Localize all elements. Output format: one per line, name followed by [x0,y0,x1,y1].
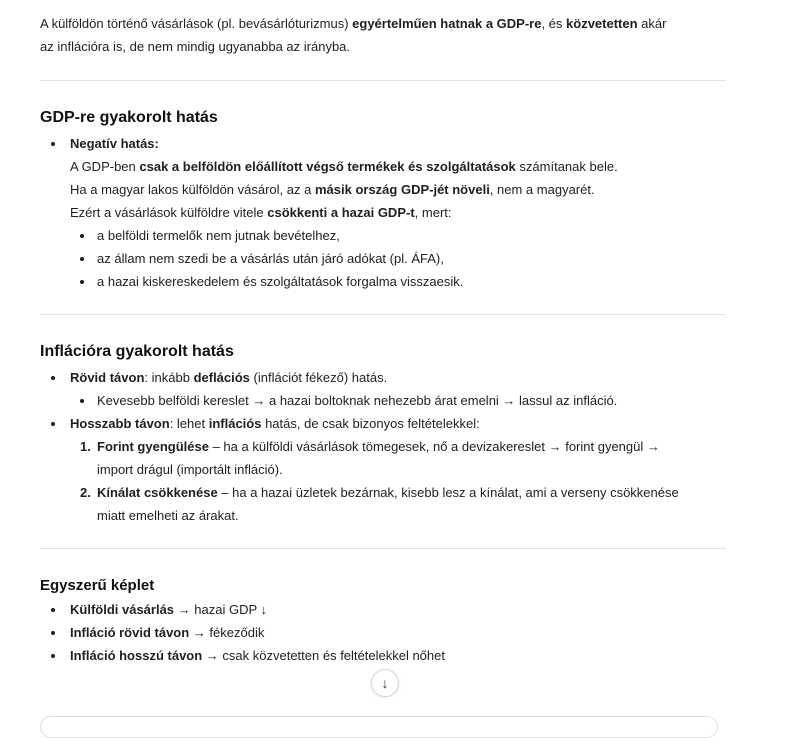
list-item: Külföldi vásárlás → hazai GDP ↓ [40,598,726,621]
list-item: a hazai kiskereskedelem és szolgáltatások forgalma visszaesik. [70,270,726,293]
intro-paragraph: A külföldön történő vásárlások (pl. bevásárlóturizmus) egyértelműen hatnak a GDP-re, és közvetetten akár az inflációra is, de nem mindig ugyanabba az irányba. [40,16,667,54]
gdp-heading: GDP-re gyakorolt hatás [40,109,218,126]
list-item: Infláció hosszú távon → csak közvetetten és feltételekkel nőhet [40,644,726,667]
divider [40,314,726,315]
inflation-heading: Inflációra gyakorolt hatás [40,343,234,360]
list-item: Negatív hatás: A GDP-ben csak a belföldön előállított végső termékek és szolgáltatások számítanak bele. Ha a magyar lakos külföldön vásárol, az a másik ország GDP-jét növeli, nem a magyarét. Ezért a vásárlások külföldre vitele csökkenti a hazai GDP-t, mert: a belföldi termelők nem jutnak bevételhez, az állam nem szedi be a vásárlás után járó adókat (pl. ÁFA), a hazai kiskereskedelem és szolgáltatások forgalma visszaesik. [40,132,726,293]
list-item: a belföldi termelők nem jutnak bevételhez, [70,224,726,247]
inflation-list [40,366,726,527]
long-term-ordered-list [70,435,726,527]
divider [40,80,726,81]
arrow-down-icon: ↓ [381,675,389,691]
list-item: Rövid távon: inkább deflációs (inflációt fékező) hatás. Kevesebb belföldi kereslet → a hazai boltoknak nehezebb árat emelni → lassul az infláció. [40,366,726,412]
formula-heading: Egyszerű képlet [40,577,155,594]
list-item: az állam nem szedi be a vásárlás után járó adókat (pl. ÁFA), [70,247,726,270]
list-item: 1. Forint gyengülése – ha a külföldi vásárlások tömegesek, nő a devizakereslet → forint gyengül → import drágul (importált infláció). [80,439,660,477]
list-item: Kevesebb belföldi kereslet → a hazai boltoknak nehezebb árat emelni → lassul az infláció. [70,389,726,412]
formula-list [40,598,726,667]
message-composer[interactable] [40,716,718,738]
list-item: Hosszabb távon: lehet inflációs hatás, de csak bizonyos feltételekkel: 1. Forint gyengülése – ha a külföldi vásárlások tömegesek, nő a devizakereslet → forint gyengül → import drágul (importált infláció). 2. Kínálat csökkenése – ha a hazai üzletek bezárnak, kisebb lesz a kínálat, ami a verseny csökkenése miatt emelheti az árakat. [40,412,726,527]
assistant-message [40,0,726,667]
scroll-to-bottom-button[interactable] [371,669,399,697]
list-item: 2. Kínálat csökkenése – ha a hazai üzletek bezárnak, kisebb lesz a kínálat, ami a verseny csökkenése miatt emelheti az árakat. [80,485,679,523]
gdp-sublist [70,224,726,293]
gdp-list [40,132,726,293]
short-term-sublist [70,389,726,412]
list-item: Infláció rövid távon → fékeződik [40,621,726,644]
divider [40,548,726,549]
